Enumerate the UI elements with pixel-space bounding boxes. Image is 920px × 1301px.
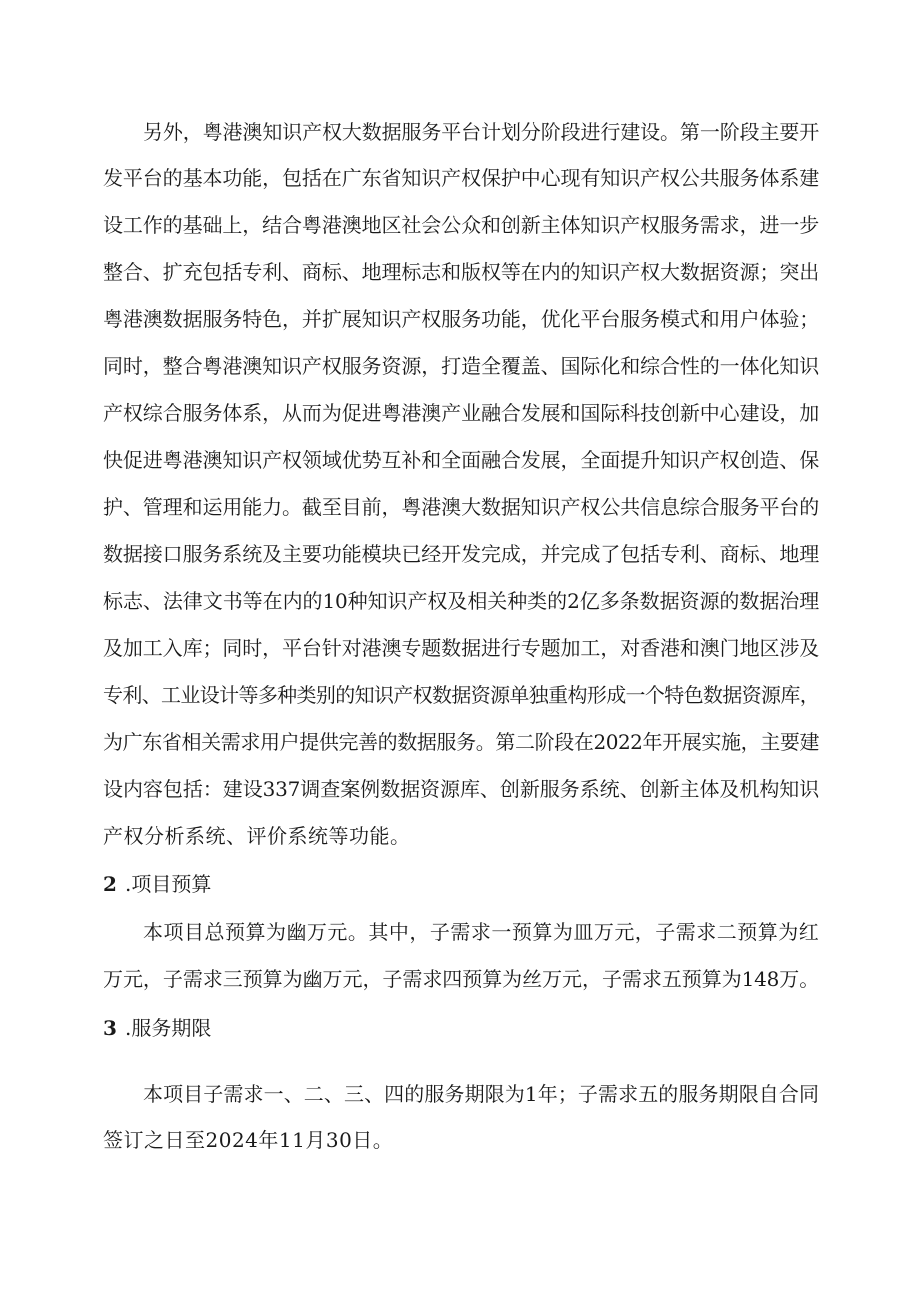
text-line: 为广东省相关需求用户提供完善的数据服务。第二阶段在2022年开展实施，主要建 (103, 730, 819, 754)
section-title: .服务期限 (125, 1016, 212, 1040)
text-line: 签订之日至2024年11月30日。 (103, 1128, 394, 1152)
section-heading-service-period (103, 1014, 211, 1042)
text-line: 护、管理和运用能力。截至目前，粤港澳大数据知识产权公共信息综合服务平台的 (103, 495, 819, 519)
text-line: 整合、扩充包括专利、商标、地理标志和版权等在内的知识产权大数据资源；突出 (103, 260, 819, 284)
section-number: 2 (103, 872, 117, 896)
text-line: 设工作的基础上，结合粤港澳地区社会公众和创新主体知识产权服务需求，进一步 (103, 213, 819, 237)
text-line: 同时，整合粤港澳知识产权服务资源，打造全覆盖、国际化和综合性的一体化知识 (103, 354, 819, 378)
text-line: 本项目总预算为幽万元。其中，子需求一预算为皿万元，子需求二预算为红 (143, 920, 819, 944)
text-line: 产权分析系统、评价系统等功能。 (103, 824, 411, 848)
text-line: 数据接口服务系统及主要功能模块已经开发完成，并完成了包括专利、商标、地理 (103, 542, 819, 566)
text-line: 发平台的基本功能，包括在广东省知识产权保护中心现有知识产权公共服务体系建 (103, 166, 819, 190)
text-line: 及加工入库；同时，平台针对港澳专题数据进行专题加工，对香港和澳门地区涉及 (103, 636, 819, 660)
text-line: 专利、工业设计等多种类别的知识产权数据资源单独重构形成一个特色数据资源库， (103, 683, 819, 707)
text-line: 万元，子需求三预算为幽万元，子需求四预算为丝万元，子需求五预算为148万。 (103, 967, 819, 991)
text-line: 产权综合服务体系，从而为促进粤港澳产业融合发展和国际科技创新中心建设，加 (103, 401, 819, 425)
section-title: .项目预算 (125, 872, 212, 896)
text-line: 本项目子需求一、二、三、四的服务期限为1年；子需求五的服务期限自合同 (143, 1082, 819, 1106)
text-line: 粤港澳数据服务特色，并扩展知识产权服务功能，优化平台服务模式和用户体验； (103, 307, 819, 331)
section-heading-budget (103, 870, 211, 898)
text-line: 标志、法律文书等在内的10种知识产权及相关种类的2亿多条数据资源的数据治理 (103, 589, 819, 613)
text-line: 设内容包括：建设337调查案例数据资源库、创新服务系统、创新主体及机构知识 (103, 777, 819, 801)
text-line: 快促进粤港澳知识产权领域优势互补和全面融合发展，全面提升知识产权创造、保 (103, 448, 819, 472)
section-number: 3 (103, 1016, 117, 1040)
text-line: 另外，粤港澳知识产权大数据服务平台计划分阶段进行建设。第一阶段主要开 (143, 120, 819, 144)
